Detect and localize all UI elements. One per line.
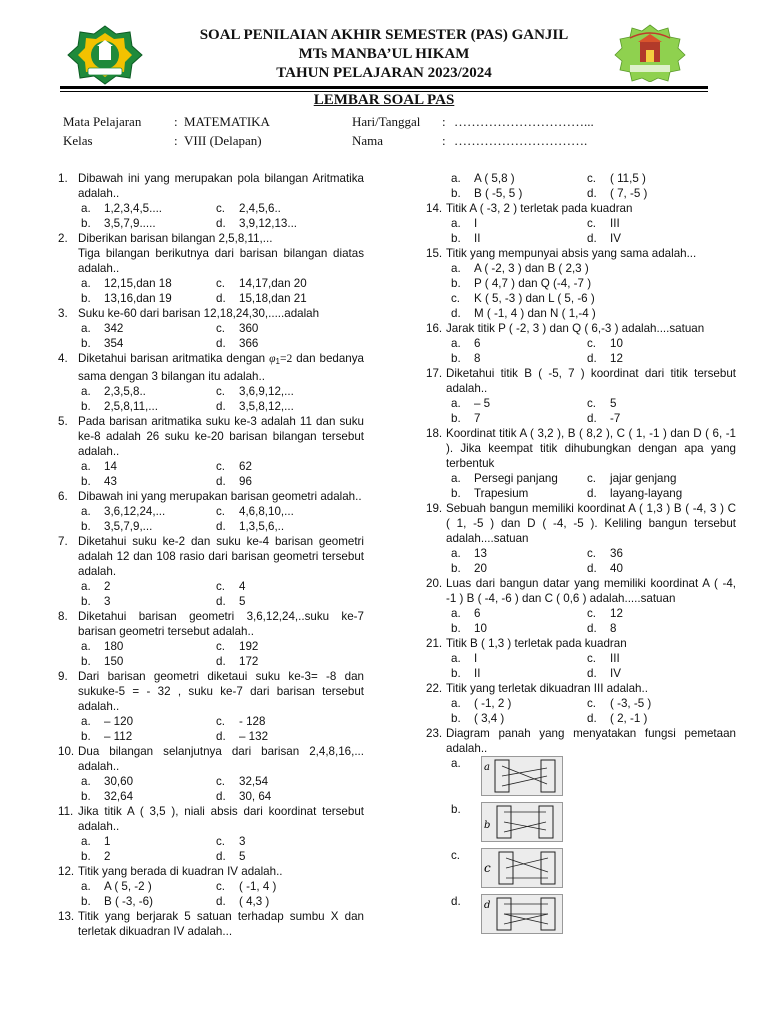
question-13-options <box>426 171 736 201</box>
option-d[interactable]: d. layang-layang <box>587 487 683 500</box>
question-number: 6. <box>58 490 68 503</box>
option-d[interactable]: d. IV <box>587 232 621 245</box>
option-a[interactable]: a. 6 <box>451 607 481 620</box>
option-c[interactable]: c. 4 <box>216 580 246 593</box>
questions-right-column <box>426 171 736 940</box>
question-15 <box>426 246 736 321</box>
question-number: 5. <box>58 415 68 428</box>
header-divider-thick <box>60 86 708 89</box>
question-23 <box>426 726 736 940</box>
option-a[interactable]: a. I <box>451 217 478 230</box>
option-a[interactable]: a. A ( 5, -2 ) <box>81 880 152 893</box>
option-b[interactable]: b. – 112 <box>81 730 133 743</box>
question-2 <box>58 231 364 306</box>
option-b[interactable]: b. 3,5,7,9..... <box>81 217 156 230</box>
arrow-diagram-b <box>481 802 563 842</box>
option-c[interactable]: c. 14,17,dan 20 <box>216 277 307 290</box>
question-6 <box>58 489 364 534</box>
question-text-continued: Tiga bilangan berikutnya dari barisan bilangan diatas adalah.. <box>78 247 364 275</box>
option-c[interactable]: c. 360 <box>216 322 259 335</box>
date-label: Hari/Tanggal <box>352 114 421 129</box>
question-number: 13. <box>58 910 75 923</box>
question-16 <box>426 321 736 366</box>
question-1 <box>58 171 364 231</box>
option-c[interactable]: c. III <box>587 652 620 665</box>
option-b[interactable]: b. 354 <box>81 337 124 350</box>
option-a[interactable]: a. 342 <box>81 322 124 335</box>
question-number: 23. <box>426 727 443 740</box>
option-b[interactable]: b. 7 <box>451 412 481 425</box>
option-b[interactable]: b. Trapesium <box>451 487 529 500</box>
question-text: Dari barisan geometri diketaui suku ke-3= -8 dan sukuke-5 = - 32 , suku ke-7 dari barisan tersebut adalah.. <box>78 670 364 713</box>
question-7 <box>58 534 364 609</box>
question-12 <box>58 864 364 909</box>
class-separator: : <box>174 133 178 148</box>
question-20 <box>426 576 736 636</box>
question-14 <box>426 201 736 246</box>
option-b[interactable]: b. B ( -5, 5 ) <box>451 187 523 200</box>
option-b[interactable]: b. ( 3,4 ) <box>451 712 505 725</box>
question-10 <box>58 744 364 804</box>
option-b[interactable]: b. 2,5,8,11,... <box>81 400 158 413</box>
option-d[interactable]: d. 366 <box>216 337 259 350</box>
option-d[interactable]: d. 40 <box>587 562 623 575</box>
question-number: 22. <box>426 682 443 695</box>
svg-text:c: c <box>484 861 491 875</box>
question-11 <box>58 804 364 864</box>
arrow-diagram-c <box>481 848 563 888</box>
option-a[interactable]: a. 13 <box>451 547 487 560</box>
option-c[interactable]: c. 12 <box>587 607 623 620</box>
option-b[interactable]: b. 10 <box>451 622 487 635</box>
option-a[interactable]: a. – 5 <box>451 397 491 410</box>
option-c[interactable]: c. 2,4,5,6.. <box>216 202 281 215</box>
sheet-title: LEMBAR SOAL PAS <box>313 92 455 108</box>
option-d[interactable]: d. ( 4,3 ) <box>216 895 270 908</box>
option-c[interactable]: c. - 128 <box>216 715 266 728</box>
math-phi: φ <box>269 352 276 365</box>
option-d[interactable]: d. 1,3,5,6,.. <box>216 520 285 533</box>
question-text: Jika titik A ( 3,5 ), niali absis dari koordinat tersebut adalah.. <box>78 805 364 833</box>
option-c[interactable]: c. c <box>426 848 736 894</box>
option-c[interactable]: c. 3 <box>216 835 246 848</box>
question-text: Jarak titik P ( -2, 3 ) dan Q ( 6,-3 ) adalah....satuan <box>446 322 705 335</box>
option-b[interactable]: b. 20 <box>451 562 487 575</box>
option-a[interactable]: a. a <box>426 756 736 802</box>
option-a[interactable]: a. 2,3,5,8.. <box>81 385 146 398</box>
header-title-exam: SOAL PENILAIAN AKHIR SEMESTER (PAS) GANJIL <box>199 27 569 43</box>
option-d[interactable]: d. ( 2, -1 ) <box>587 712 648 725</box>
svg-text:b: b <box>484 820 491 831</box>
option-c[interactable]: c. 32,54 <box>216 775 269 788</box>
option-a[interactable]: a. Persegi panjang <box>451 472 558 485</box>
question-21 <box>426 636 736 681</box>
question-8 <box>58 609 364 669</box>
subject-separator: : <box>174 114 178 129</box>
option-d[interactable]: d. 30, 64 <box>216 790 272 803</box>
question-number: 2. <box>58 232 68 245</box>
subject-value: MATEMATIKA <box>184 114 270 129</box>
question-number: 4. <box>58 352 68 365</box>
subject-label: Mata Pelajaran <box>63 114 142 129</box>
option-a[interactable]: a. ( -1, 2 ) <box>451 697 512 710</box>
option-b[interactable]: b. b <box>426 802 736 848</box>
question-19 <box>426 501 736 576</box>
option-d[interactable]: d. 5 <box>216 595 246 608</box>
questions-left-column <box>58 171 364 939</box>
option-c[interactable]: c. ( -1, 4 ) <box>216 880 277 893</box>
option-c[interactable]: c. 5 <box>587 397 617 410</box>
option-c[interactable]: c. 62 <box>216 460 252 473</box>
question-text: Suku ke-60 dari barisan 12,18,24,30,.....adalah <box>78 307 320 320</box>
option-a[interactable]: a. – 120 <box>81 715 134 728</box>
question-text: Dibawah ini yang merupakan pola bilangan Aritmatika adalah.. <box>78 172 364 200</box>
question-number: 11. <box>58 805 74 818</box>
question-number: 17. <box>426 367 443 380</box>
question-number: 14. <box>426 202 443 215</box>
question-text: Diketahui barisan aritmatika dengan $\varphi_1=2$ dan bedanya sama dengan 3 bilangan itu adalah.. <box>78 352 364 383</box>
question-number: 19. <box>426 502 443 515</box>
question-text: Titik B ( 1,3 ) terletak pada kuadran <box>446 637 627 650</box>
question-text: Diagram panah yang menyatakan fungsi pemetaan adalah.. <box>446 727 736 755</box>
question-number: 12. <box>58 865 75 878</box>
option-b[interactable]: b. 8 <box>451 352 481 365</box>
option-b[interactable]: b. II <box>451 667 481 680</box>
option-a[interactable]: a. 2 <box>81 580 111 593</box>
option-d[interactable]: d. 12 <box>587 352 623 365</box>
option-a[interactable]: a. 14 <box>81 460 117 473</box>
option-a[interactable]: a. 30,60 <box>81 775 134 788</box>
option-a[interactable]: a. A ( -2, 3 ) dan B ( 2,3 ) <box>451 262 589 275</box>
question-text: Titik yang terletak dikuadran III adalah.. <box>446 682 648 695</box>
option-b[interactable]: b. 3,5,7,9,... <box>81 520 153 533</box>
option-d[interactable]: d. – 132 <box>216 730 269 743</box>
option-c[interactable]: c. ( 11,5 ) <box>587 172 646 185</box>
question-13 <box>58 909 364 939</box>
option-c[interactable]: c. jajar genjang <box>587 472 677 485</box>
option-a[interactable]: a. 180 <box>81 640 124 653</box>
question-text: Titik yang berjarak 5 satuan terhadap sumbu X dan terletak dikuadran IV adalah... <box>78 910 364 938</box>
option-b[interactable]: b. 3 <box>81 595 111 608</box>
name-label: Nama <box>352 133 384 148</box>
svg-text:d: d <box>484 900 491 911</box>
name-separator: : <box>442 133 446 148</box>
question-number: 15. <box>426 247 443 260</box>
option-a[interactable]: a. 6 <box>451 337 481 350</box>
option-a[interactable]: a. I <box>451 652 478 665</box>
option-c[interactable]: c. III <box>587 217 620 230</box>
question-text: Dibawah ini yang merupakan barisan geometri adalah.. <box>78 490 362 503</box>
class-value: VIII (Delapan) <box>184 133 262 148</box>
option-c[interactable]: c. 10 <box>587 337 623 350</box>
option-d[interactable]: d. 5 <box>216 850 246 863</box>
option-b[interactable]: b. P ( 4,7 ) dan Q (-4, -7 ) <box>451 277 592 290</box>
question-number: 20. <box>426 577 443 590</box>
question-text: Titik yang berada di kuadran IV adalah.. <box>78 865 283 878</box>
option-b[interactable]: b. 2 <box>81 850 111 863</box>
option-c[interactable]: c. 3,6,9,12,... <box>216 385 294 398</box>
option-a[interactable]: a. 1,2,3,4,5.... <box>81 202 163 215</box>
question-text: Diberikan barisan bilangan 2,5,8,11,... <box>78 232 273 245</box>
option-b[interactable]: b. B ( -3, -6) <box>81 895 153 908</box>
question-text: Luas dari bangun datar yang memiliki koordinat A ( -4, -1 ) B ( -4, -6 ) dan C ( 0,6 ) adalah.....satuan <box>446 577 736 605</box>
option-a[interactable]: a. 3,6,12,24,... <box>81 505 166 518</box>
question-text: Titik yang mempunyai absis yang sama adalah... <box>446 247 697 260</box>
question-number: 7. <box>58 535 68 548</box>
option-d[interactable]: d. IV <box>587 667 621 680</box>
option-c[interactable]: c. K ( 5, -3 ) dan L ( 5, -6 ) <box>451 292 595 305</box>
option-d[interactable]: d. 15,18,dan 21 <box>216 292 307 305</box>
arrow-diagram-a <box>481 756 563 796</box>
question-number: 18. <box>426 427 443 440</box>
question-text: Koordinat titik A ( 3,2 ), B ( 8,2 ), C ( 1, -1 ) dan D ( 6, -1 ). Jika keempat titik dihubungkan dengan apa yang terbentuk <box>446 427 736 470</box>
option-b[interactable]: b. II <box>451 232 481 245</box>
option-b[interactable]: b. 150 <box>81 655 124 668</box>
question-text: Diketahui titik B ( -5, 7 ) koordinat dari titik tersebut adalah.. <box>446 367 736 395</box>
date-field[interactable]: …………………………... <box>454 114 594 129</box>
option-d[interactable]: d. 172 <box>216 655 259 668</box>
question-text: Pada barisan aritmatika suku ke-3 adalah 11 dan suku ke-8 adalah 26 suku ke-20 barisan bilangan tersebut adalah.. <box>78 415 364 458</box>
question-text: Titik A ( -3, 2 ) terletak pada kuadran <box>446 202 633 215</box>
question-number: 10. <box>58 745 75 758</box>
option-b[interactable]: b. 43 <box>81 475 117 488</box>
option-c[interactable]: c. ( -3, -5 ) <box>587 697 652 710</box>
name-field[interactable]: …………………………. <box>454 133 588 148</box>
question-number: 21. <box>426 637 443 650</box>
question-number: 8. <box>58 610 68 623</box>
question-number: 1. <box>58 172 68 185</box>
question-17 <box>426 366 736 426</box>
question-text: Diketahui barisan geometri 3,6,12,24,..suku ke-7 barisan geometri tersebut adalah.. <box>78 610 364 638</box>
option-a[interactable]: a. A ( 5,8 ) <box>451 172 515 185</box>
svg-text:a: a <box>484 762 490 773</box>
option-b[interactable]: b. 32,64 <box>81 790 134 803</box>
option-d[interactable]: d. 96 <box>216 475 252 488</box>
question-number: 3. <box>58 307 68 320</box>
question-number: 9. <box>58 670 68 683</box>
question-4 <box>58 351 364 414</box>
question-text: Sebuah bangun memiliki koordinat A ( 1,3 ) B ( -4, 3 ) C ( 1, -5 ) dan D ( -4, -5 ). Keliling bangun tersebut adalah....satuan <box>446 502 736 545</box>
kemenag-logo <box>66 24 144 86</box>
question-text: Dua bilangan selanjutnya dari barisan 2,4,8,16,... adalah.. <box>78 745 364 773</box>
question-text: Diketahui suku ke-2 dan suku ke-4 barisan geometri adalah 12 dan 108 rasio dari barisan geometri tersebut adalah. <box>78 535 364 578</box>
option-d[interactable]: d. 3,5,8,12,... <box>216 400 294 413</box>
question-3 <box>58 306 364 351</box>
question-22 <box>426 681 736 726</box>
option-b[interactable]: b. 13,16,dan 19 <box>81 292 172 305</box>
option-c[interactable]: c. 4,6,8,10,... <box>216 505 294 518</box>
question-9 <box>58 669 364 744</box>
date-separator: : <box>442 114 446 129</box>
option-d[interactable]: d. M ( -1, 4 ) dan N ( 1,-4 ) <box>451 307 596 320</box>
arrow-diagram-d <box>481 894 563 934</box>
header-school-name: MTs MANBA’UL HIKAM <box>298 46 470 62</box>
option-c[interactable]: c. 36 <box>587 547 623 560</box>
school-logo <box>614 24 686 82</box>
option-d[interactable]: d. d <box>426 894 736 940</box>
header-academic-year: TAHUN PELAJARAN 2023/2024 <box>276 65 492 81</box>
option-d[interactable]: d. -7 <box>587 412 621 425</box>
question-18 <box>426 426 736 501</box>
question-5 <box>58 414 364 489</box>
option-d[interactable]: d. 3,9,12,13... <box>216 217 298 230</box>
option-d[interactable]: d. 8 <box>587 622 617 635</box>
option-a[interactable]: a. 12,15,dan 18 <box>81 277 172 290</box>
option-d[interactable]: d. ( 7, -5 ) <box>587 187 648 200</box>
class-label: Kelas <box>63 133 93 148</box>
question-number: 16. <box>426 322 443 335</box>
option-a[interactable]: a. 1 <box>81 835 111 848</box>
option-c[interactable]: c. 192 <box>216 640 259 653</box>
